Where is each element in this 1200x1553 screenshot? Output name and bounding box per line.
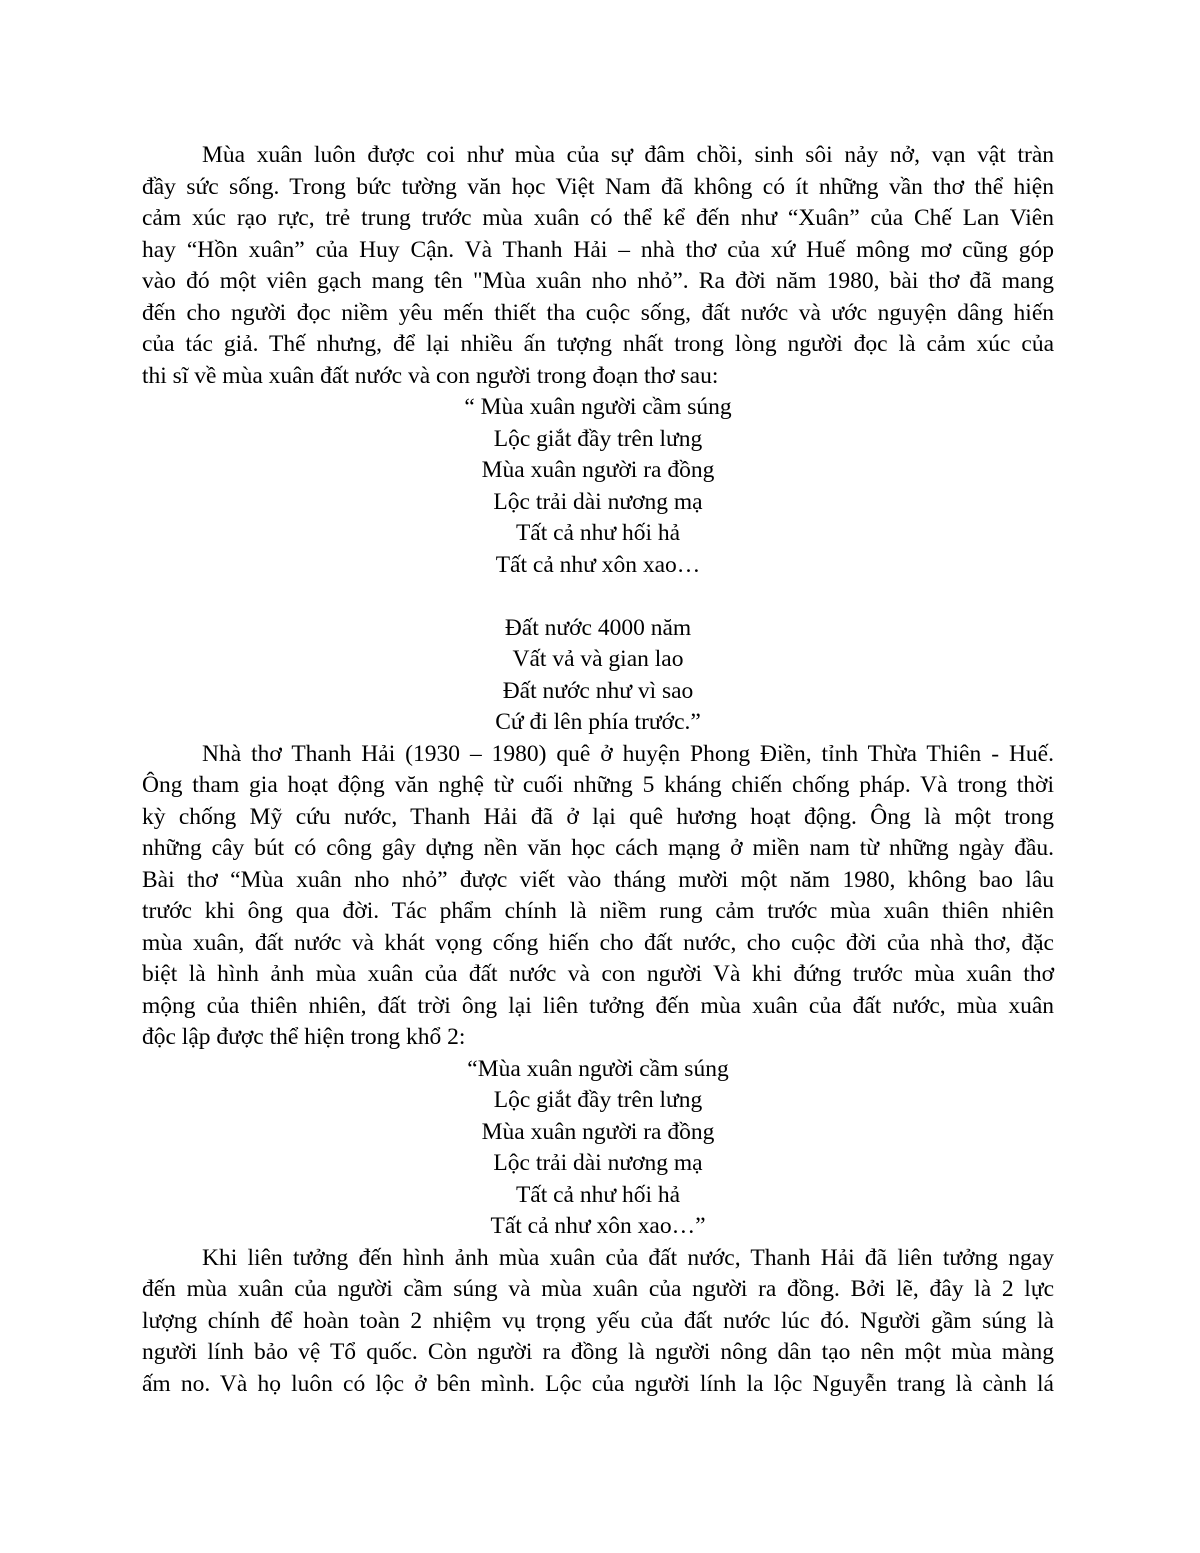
analysis-line: đến mùa xuân của người cầm súng và mùa xuân của người ra đồng. Bởi lẽ, đây là 2 lực — [142, 1276, 1054, 1302]
bio-line: mùa xuân, đất nước và khát vọng cống hiến cho đất nước, cho cuộc đời của nhà thơ, đặc — [142, 929, 1054, 956]
poem-line: Lộc trải dài nương mạ — [493, 1150, 703, 1176]
intro-line: vào đó một viên gạch mang tên "Mùa xuân nho nhỏ”. Ra đời năm 1980, bài thơ đã mang — [142, 268, 1054, 294]
poem-line: Lộc giắt đầy trên lưng — [493, 1087, 703, 1113]
intro-line: của tác giả. Thế nhưng, để lại nhiều ấn tượng nhất trong lòng người đọc là cảm xúc của — [142, 331, 1054, 357]
analysis-line: Khi liên tưởng đến hình ảnh mùa xuân của đất nước, Thanh Hải đã liên tưởng ngay — [202, 1244, 1054, 1271]
poem-line: “ Mùa xuân người cầm súng — [464, 394, 732, 420]
poem-line: Lộc trải dài nương mạ — [493, 488, 703, 515]
bio-line: những cây bút có công gây dựng nền văn học cách mạng ở miền nam từ những ngày đầu. — [142, 835, 1054, 861]
bio-line: kỳ chống Mỹ cứu nước, Thanh Hải đã ở lại quê hương hoạt động. Ông là một trong — [142, 803, 1054, 830]
bio-paragraph — [142, 739, 1054, 1054]
poem-line: Mùa xuân người ra đồng — [481, 457, 715, 483]
poem-line: Tất cả như xôn xao… — [495, 551, 701, 578]
bio-line: mộng của thiên nhiên, đất trời ông lại liên tưởng đến mùa xuân của đất nước, mùa xuân — [142, 992, 1054, 1019]
stanza-gap — [142, 581, 1054, 613]
analysis-line: lượng chính để hoàn toàn 2 nhiệm vụ trọng yếu của đất nước lúc đó. Người gầm súng là — [142, 1307, 1054, 1334]
analysis-paragraph — [142, 1243, 1054, 1401]
poem-line: Tất cả như hối hả — [515, 520, 681, 546]
intro-line: thi sĩ về mùa xuân đất nước và con người trong đoạn thơ sau: — [142, 362, 719, 389]
intro-paragraph — [142, 140, 1054, 392]
poem-line: Tất cả như xôn xao…” — [490, 1213, 706, 1239]
analysis-line: ấm no. Và họ luôn có lộc ở bên mình. Lộc của người lính la lộc Nguyễn trang là cành lá — [142, 1370, 1054, 1397]
poem-excerpt-2 — [142, 1054, 1054, 1243]
poem-line: Vất vả và gian lao — [512, 646, 684, 672]
poem-line: Đất nước như vì sao — [502, 677, 694, 704]
poem-line: Đất nước 4000 năm — [504, 614, 692, 641]
intro-line: cảm xúc rạo rực, trẻ trung trước mùa xuân có thể kể đến như “Xuân” của Chế Lan Viên — [142, 205, 1054, 231]
intro-line: Mùa xuân luôn được coi như mùa của sự đâm chồi, sinh sôi nảy nở, vạn vật tràn — [202, 142, 1054, 168]
poem-line: Tất cả như hối hả — [515, 1181, 681, 1208]
bio-line: Ông tham gia hoạt động văn nghệ từ cuối những 5 kháng chiến chống pháp. Và trong thời — [142, 772, 1054, 798]
bio-line: biệt là hình ảnh mùa xuân của đất nước và con người Và khi đứng trước mùa xuân thơ — [142, 961, 1054, 987]
poem-line: Lộc giắt đầy trên lưng — [493, 425, 703, 452]
intro-line: đến cho người đọc niềm yêu mến thiết tha cuộc sống, đất nước và ước nguyện dâng hiến — [142, 299, 1054, 326]
analysis-line: người lính bảo vệ Tổ quốc. Còn người ra đồng là người nông dân tạo nên một mùa màng — [142, 1339, 1054, 1365]
bio-line: Nhà thơ Thanh Hải (1930 – 1980) quê ở huyện Phong Điền, tỉnh Thừa Thiên - Huế. — [202, 740, 1054, 767]
intro-line: hay “Hồn xuân” của Huy Cận. Và Thanh Hải – nhà thơ của xứ Huế mông mơ cũng góp — [142, 236, 1054, 263]
poem-excerpt-1 — [142, 392, 1054, 739]
bio-line: trước khi ông qua đời. Tác phẩm chính là niềm rung cảm trước mùa xuân thiên nhiên — [142, 898, 1054, 924]
poem-line: Mùa xuân người ra đồng — [481, 1118, 715, 1145]
poem-line: Cứ đi lên phía trước.” — [495, 709, 701, 735]
bio-line: Bài thơ “Mùa xuân nho nhỏ” được viết vào tháng mười một năm 1980, không bao lâu — [142, 866, 1054, 893]
intro-line: đầy sức sống. Trong bức tường văn học Việt Nam đã không có ít những vần thơ thể hiện — [142, 173, 1054, 200]
bio-line: độc lập được thể hiện trong khổ 2: — [142, 1024, 466, 1050]
document-page — [142, 140, 1054, 1400]
poem-line: “Mùa xuân người cầm súng — [467, 1055, 729, 1082]
